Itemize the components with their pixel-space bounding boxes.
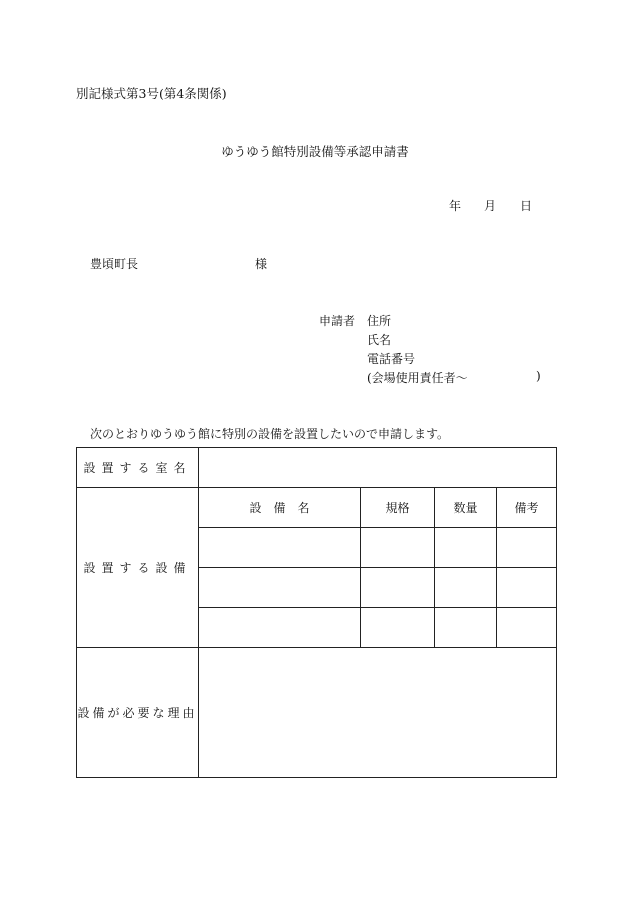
applicant-name-label: 氏名 — [367, 333, 392, 347]
responsible-person-label: (会場使用責任者〜 — [367, 371, 468, 385]
column-header-remarks: 備考 — [497, 488, 557, 528]
date-year-label: 年 — [449, 199, 462, 213]
column-header-equipment-name: 設 備 名 — [199, 488, 361, 528]
addressee-name: 豊頃町長 — [90, 257, 139, 271]
equipment-quantity-field[interactable] — [435, 608, 497, 648]
document-title: ゆうゆう館特別設備等承認申請書 — [221, 144, 409, 159]
application-table — [76, 447, 557, 778]
form-number: 別記様式第3号(第4条関係) — [76, 86, 227, 101]
reason-field[interactable] — [199, 648, 557, 778]
equipment-spec-field[interactable] — [361, 608, 435, 648]
applicant-label: 申請者 — [319, 314, 356, 328]
equipment-remarks-field[interactable] — [497, 568, 557, 608]
equipment-spec-field[interactable] — [361, 528, 435, 568]
addressee-honorific: 様 — [255, 257, 268, 271]
room-name-label: 設置する室名 — [77, 448, 199, 488]
applicant-address-label: 住所 — [367, 314, 392, 328]
column-header-quantity: 数量 — [435, 488, 497, 528]
equipment-name-field[interactable] — [199, 568, 361, 608]
responsible-person-close-paren: ) — [536, 369, 541, 383]
equipment-name-field[interactable] — [199, 608, 361, 648]
date-month-label: 月 — [484, 199, 497, 213]
applicant-phone-label: 電話番号 — [367, 352, 416, 366]
date-day-label: 日 — [520, 199, 533, 213]
intro-statement: 次のとおりゆうゆう館に特別の設備を設置したいので申請します。 — [90, 427, 450, 441]
equipment-remarks-field[interactable] — [497, 608, 557, 648]
reason-label: 設備が必要な理由 — [77, 648, 199, 778]
equipment-label: 設置する設備 — [77, 488, 199, 648]
equipment-name-field[interactable] — [199, 528, 361, 568]
equipment-quantity-field[interactable] — [435, 568, 497, 608]
column-header-spec: 規格 — [361, 488, 435, 528]
equipment-spec-field[interactable] — [361, 568, 435, 608]
equipment-remarks-field[interactable] — [497, 528, 557, 568]
room-name-field[interactable] — [199, 448, 557, 488]
equipment-quantity-field[interactable] — [435, 528, 497, 568]
